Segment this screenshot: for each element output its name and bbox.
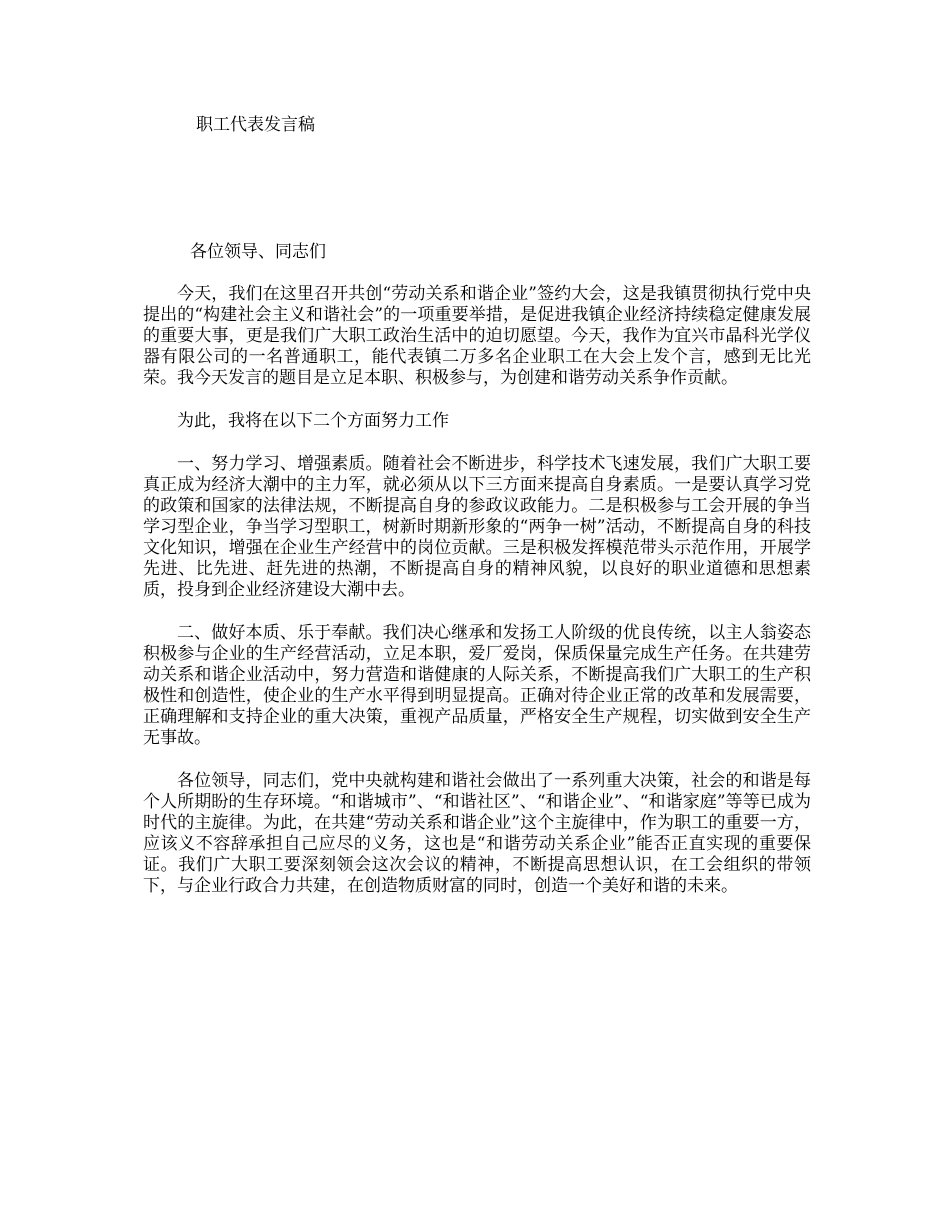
salutation: 各位领导、同志们 [190, 242, 326, 262]
paragraph-opening: 今天，我们在这里召开共创“劳动关系和谐企业”签约大会，这是我镇贯彻执行党中央提出的“构建社会主义和谐社会”的一项重要举措，是促进我镇企业经济持续稳定健康发展的重要大事，更是我们广大职工政治生活中的迫切愿望。今天，我作为宜兴市晶科光学仪器有限公司的一名普通职工，能代表镇二万多名企业职工在大会上发个言，感到无比光荣。我今天发言的题目是立足本职、积极参与，为创建和谐劳动关系争作贡献。 [143, 284, 811, 388]
paragraph-point-one: 一、努力学习、增强素质。随着社会不断进步，科学技术飞速发展，我们广大职工要真正成为经济大潮中的主力军，就必须从以下三方面来提高自身素质。一是要认真学习党的政策和国家的法律法规，不断提高自身的参政议政能力。二是积极参与工会开展的争当学习型企业，争当学习型职工，树新时期新形象的“两争一树”活动，不断提高自身的科技文化知识，增强在企业生产经营中的岗位贡献。三是积极发挥模范带头示范作用，开展学先进、比先进、赶先进的热潮，不断提高自身的精神风貌，以良好的职业道德和思想素质，投身到企业经济建设大潮中去。 [143, 454, 811, 600]
paragraph-closing: 各位领导，同志们，党中央就构建和谐社会做出了一系列重大决策，社会的和谐是每个人所期盼的生存环境。“和谐城市”、“和谐社区”、“和谐企业”、“和谐家庭”等等已成为时代的主旋律。为此，在共建“劳动关系和谐企业”这个主旋律中，作为职工的重要一方，应该义不容辞承担自己应尽的义务，这也是“和谐劳动关系企业”能否正直实现的重要保证。我们广大职工要深刻领会这次会议的精神，不断提高思想认识，在工会组织的带领下，与企业行政合力共建，在创造物质财富的同时，创造一个美好和谐的未来。 [143, 771, 811, 896]
document-body [143, 284, 811, 919]
document-title: 职工代表发言稿 [196, 115, 315, 135]
paragraph-point-two: 二、做好本质、乐于奉献。我们决心继承和发扬工人阶级的优良传统，以主人翁姿态积极参与企业的生产经营活动，立足本职，爱厂爱岗，保质保量完成生产任务。在共建劳动关系和谐企业活动中，努力营造和谐健康的人际关系，不断提高我们广大职工的生产积极性和创造性，使企业的生产水平得到明显提高。正确对待企业正常的改革和发展需要，正确理解和支持企业的重大决策，重视产品质量，严格安全生产规程，切实做到安全生产无事故。 [143, 623, 811, 748]
paragraph-intro: 为此，我将在以下二个方面努力工作 [177, 411, 449, 431]
